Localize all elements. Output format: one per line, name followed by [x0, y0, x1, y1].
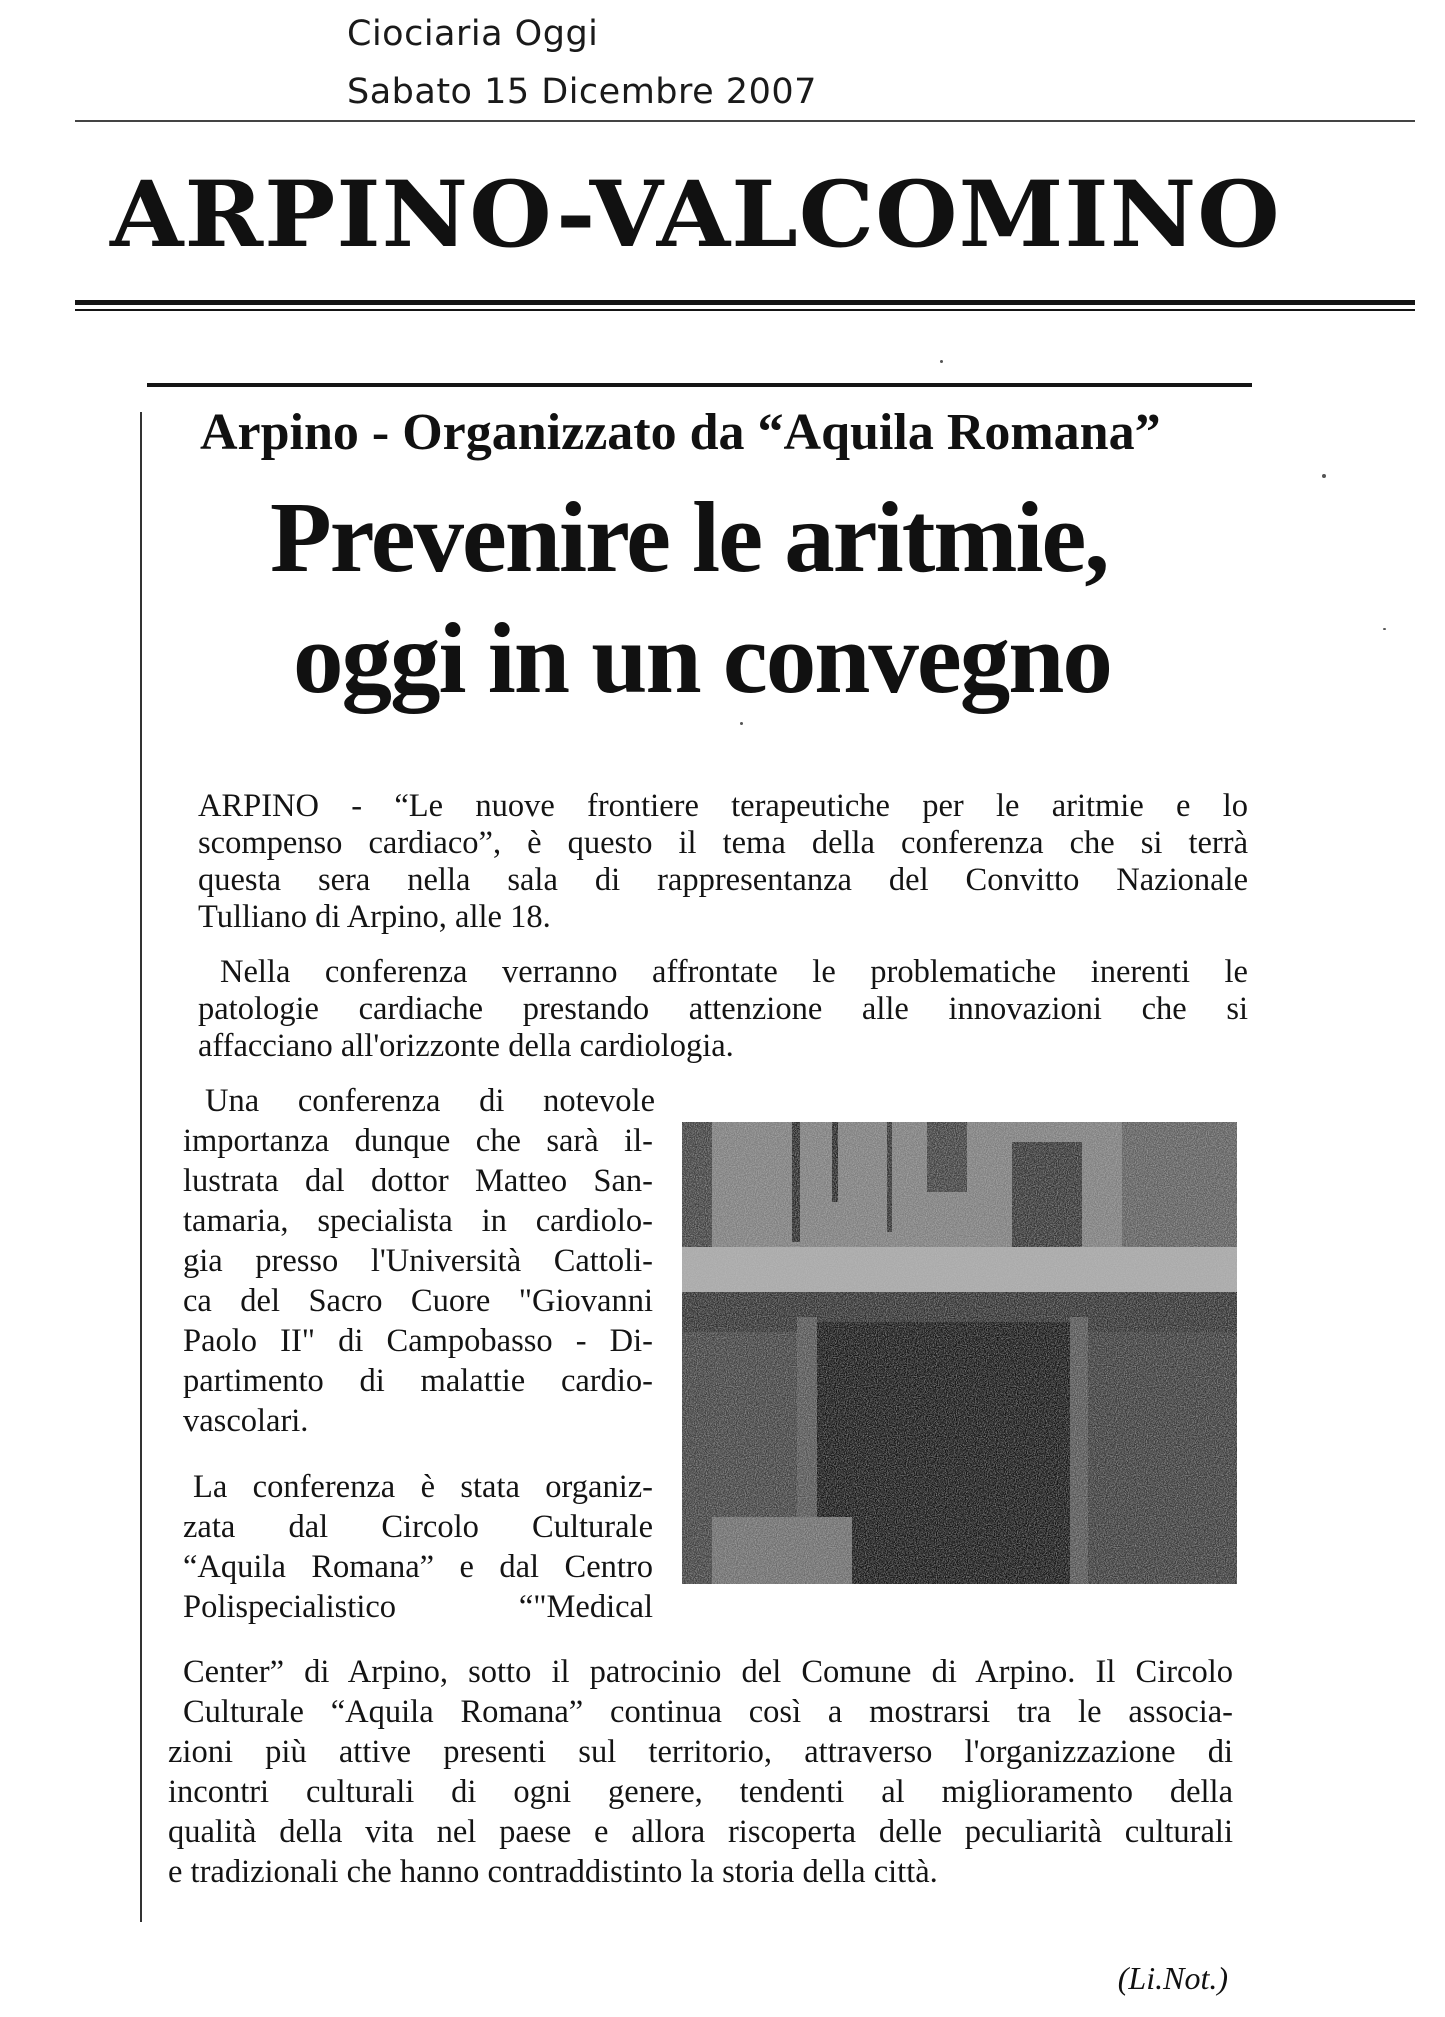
- article-top-rule: [147, 383, 1252, 387]
- paragraph-line: La conferenza è stata organiz-: [193, 1469, 653, 1505]
- article-paragraph-1: [198, 788, 1248, 936]
- scan-speck: [1383, 628, 1386, 630]
- paragraph-line: Paolo II" di Campobasso - Di-: [183, 1323, 653, 1359]
- article-paragraph-3: [183, 1081, 653, 1441]
- article-paragraph-4-narrow: [183, 1467, 653, 1627]
- photo-image: [682, 1122, 1237, 1584]
- article-left-rule: [140, 412, 142, 1922]
- paragraph-line: zioni più attive presenti sul territorio, attraverso l'organizzazione di: [168, 1734, 1233, 1770]
- source-date: Sabato 15 Dicembre 2007: [347, 72, 817, 112]
- paragraph-line: qualità della vita nel paese e allora riscoperta delle peculiarità culturali: [168, 1814, 1233, 1850]
- paragraph-line: gia presso l'Università Cattoli-: [183, 1243, 653, 1279]
- paragraph-line: incontri culturali di ogni genere, tendenti al miglioramento della: [168, 1774, 1233, 1810]
- paragraph-line: Culturale “Aquila Romana” continua così a mostrarsi tra le associa-: [183, 1694, 1233, 1730]
- paragraph-line: “Aquila Romana” e dal Centro: [183, 1549, 653, 1585]
- article-byline: (Li.Not.): [1117, 1960, 1228, 1996]
- paragraph-line: affacciano all'orizzonte della cardiologia.: [198, 1028, 734, 1064]
- scan-speck: [1322, 474, 1326, 478]
- paragraph-line: questa sera nella sala di rappresentanza del Convitto Nazionale: [198, 862, 1248, 898]
- article-photo: [682, 1122, 1237, 1584]
- paragraph-line: ca del Sacro Cuore "Giovanni: [183, 1283, 653, 1319]
- top-rule: [75, 120, 1415, 122]
- paragraph-line: zata dal Circolo Culturale: [183, 1509, 653, 1545]
- article-paragraph-4-wide: [168, 1652, 1233, 1892]
- section-rule-thick: [75, 300, 1415, 305]
- headline-line-2: oggi in un convegno: [293, 602, 1111, 714]
- paragraph-line: tamaria, specialista in cardiolo-: [183, 1203, 653, 1239]
- paragraph-line: vascolari.: [183, 1403, 309, 1439]
- paragraph-line: ARPINO - “Le nuove frontiere terapeutiche per le aritmie e lo: [198, 788, 1248, 824]
- paragraph-line: Una conferenza di notevole: [205, 1083, 655, 1119]
- paragraph-line: Nella conferenza verranno affrontate le problematiche inerenti le: [220, 954, 1248, 990]
- scan-speck: [740, 722, 743, 725]
- paragraph-line: importanza dunque che sarà il-: [183, 1123, 653, 1159]
- paragraph-line: scompenso cardiaco”, è questo il tema della conferenza che si terrà: [198, 825, 1248, 861]
- article-kicker: Arpino - Organizzato da “Aquila Romana”: [200, 404, 1161, 461]
- paragraph-line: Polispecialistico “"Medical: [183, 1589, 653, 1625]
- source-newspaper-name: Ciociaria Oggi: [347, 14, 599, 54]
- paragraph-line: Center” di Arpino, sotto il patrocinio del Comune di Arpino. Il Circolo: [183, 1654, 1233, 1690]
- headline-line-1: Prevenire le aritmie,: [270, 481, 1108, 593]
- scan-speck: [940, 360, 943, 363]
- article-paragraph-2: [198, 954, 1248, 1065]
- paragraph-line: partimento di malattie cardio-: [183, 1363, 653, 1399]
- section-rule-thin: [75, 309, 1415, 311]
- section-title: ARPINO-VALCOMINO: [110, 162, 1281, 268]
- paragraph-line: e tradizionali che hanno contraddistinto la storia della città.: [168, 1854, 938, 1890]
- paragraph-line: Tulliano di Arpino, alle 18.: [198, 899, 551, 935]
- paragraph-line: lustrata dal dottor Matteo San-: [183, 1163, 653, 1199]
- paragraph-line: patologie cardiache prestando attenzione alle innovazioni che si: [198, 991, 1248, 1027]
